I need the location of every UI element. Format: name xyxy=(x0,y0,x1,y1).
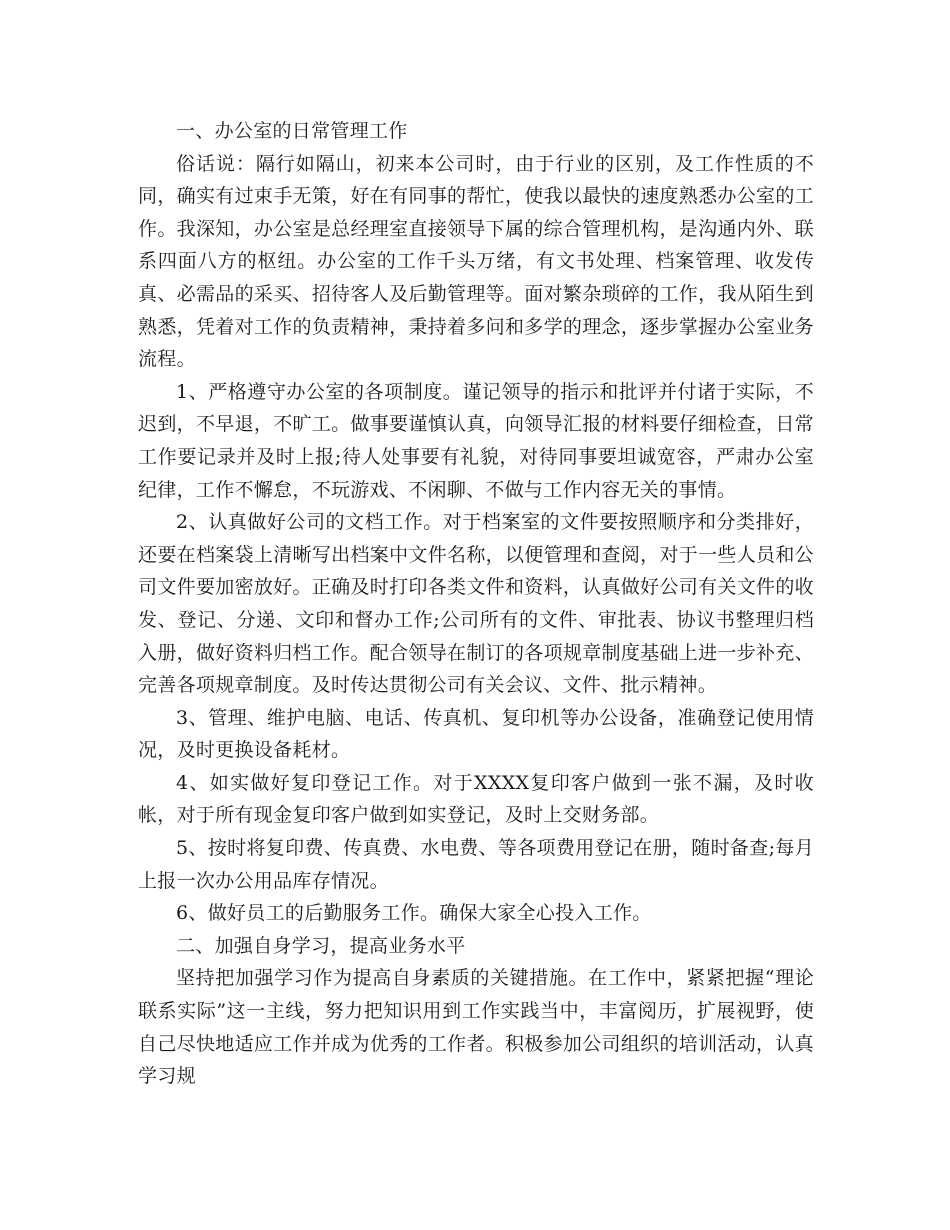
paragraph-item-6: 6、做好员工的后勤服务工作。确保大家全心投入工作。 xyxy=(176,902,652,925)
paragraph-item-4: 4、如实做好复印登记工作。对于XXXX复印客户做到一张不漏，及时收帐，对于所有现金复印客户做到如实登记，及时上交财务部。 xyxy=(138,771,814,827)
paragraph-item-2: 2、认真做好公司的文档工作。对于档案室的文件要按照顺序和分类排好，还要在档案袋上清晰写出档案中文件名称，以便管理和查阅，对于一些人员和公司文件要加密放好。正确及时打印各类文件和资料，认真做好公司有关文件的收发、登记、分递、文印和督办工作;公司所有的文件、审批表、协议书整理归档入册，做好资料归档工作。配合领导在制订的各项规章制度基础上进一步补充、完善各项规章制度。及时传达贯彻公司有关会议、文件、批示精神。 xyxy=(138,511,814,697)
paragraph-self-study: 坚持把加强学习作为提高自身素质的关键措施。在工作中，紧紧把握“理论联系实际”这一主线，努力把知识用到工作实践当中，丰富阅历，扩展视野，使自己尽快地适应工作并成为优秀的工作者。积极参加公司组织的培训活动，认真学习规 xyxy=(138,967,814,1088)
section-heading-self-study: 二、加强自身学习，提高业务水平 xyxy=(176,934,466,957)
document-body xyxy=(138,115,814,1093)
paragraph-item-1: 1、严格遵守办公室的各项制度。谨记领导的指示和批评并付诸于实际，不迟到，不早退，不旷工。做事要谨慎认真，向领导汇报的材料要仔细检查，日常工作要记录并及时上报;待人处事要有礼貌，对待同事要坦诚宽容，严肃办公室纪律，工作不懈怠，不玩游戏、不闲聊、不做与工作内容无关的事情。 xyxy=(138,380,814,501)
section-heading-office-management: 一、办公室的日常管理工作 xyxy=(176,120,408,142)
paragraph-intro: 俗话说：隔行如隔山，初来本公司时，由于行业的区别，及工作性质的不同，确实有过束手无策，好在有同事的帮忙，使我以最快的速度熟悉办公室的工作。我深知，办公室是总经理室直接领导下属的综合管理机构，是沟通内外、联系四面八方的枢纽。办公室的工作千头万绪，有文书处理、档案管理、收发传真、必需品的采买、招待客人及后勤管理等。面对繁杂琐碎的工作，我从陌生到熟悉，凭着对工作的负责精神，秉持着多问和多学的理念，逐步掌握办公室业务流程。 xyxy=(138,152,814,371)
paragraph-item-3: 3、管理、维护电脑、电话、传真机、复印机等办公设备，准确登记使用情况，及时更换设备耗材。 xyxy=(138,706,814,762)
paragraph-item-5: 5、按时将复印费、传真费、水电费、等各项费用登记在册，随时备查;每月上报一次办公用品库存情况。 xyxy=(138,837,814,892)
